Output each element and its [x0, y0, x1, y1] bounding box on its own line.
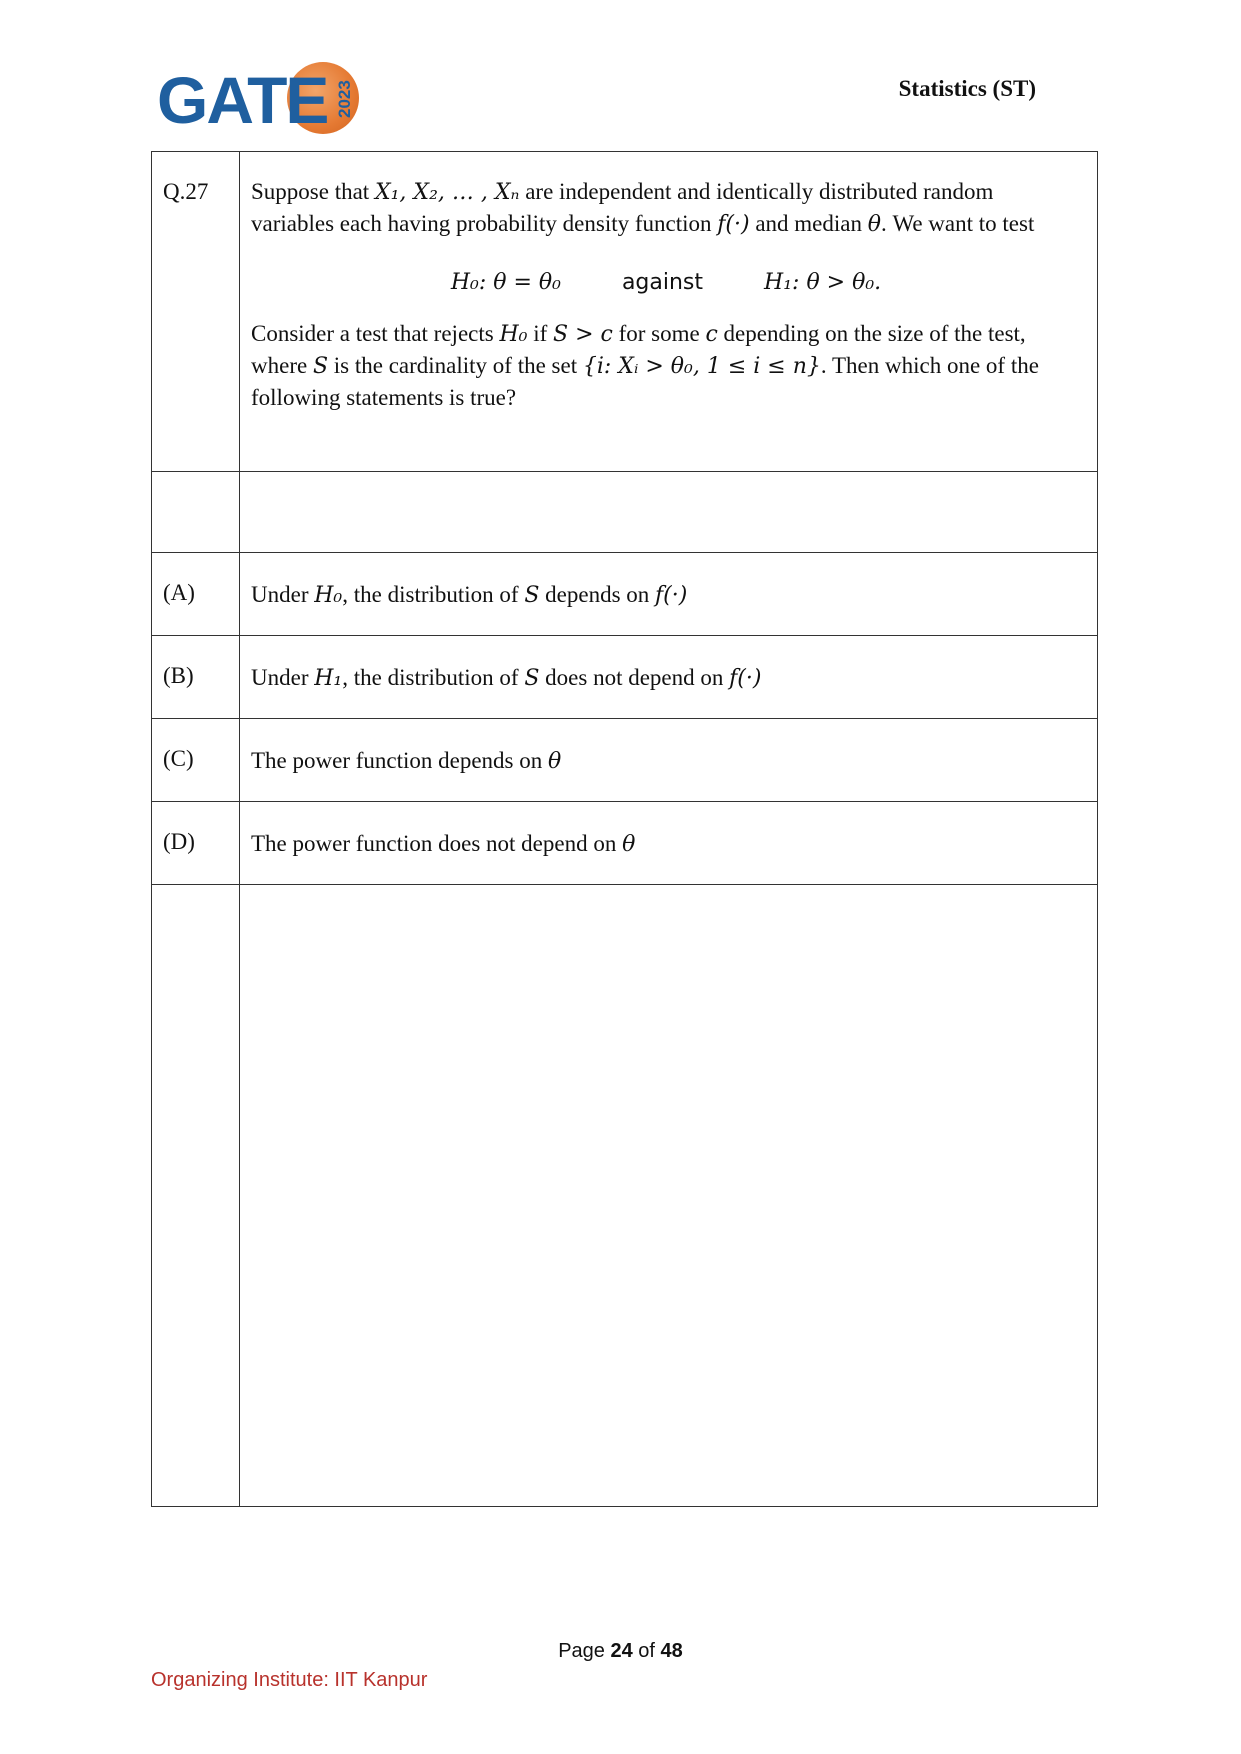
against-label: against: [621, 270, 704, 295]
page-number: Page 24 of 48: [558, 1640, 683, 1662]
option-row-d: [152, 802, 1098, 885]
option-text: The power function depends on θ: [240, 719, 1098, 802]
option-label: (C): [152, 719, 240, 802]
question-text: [240, 152, 1098, 472]
option-row-b: [152, 636, 1098, 719]
set-expression: {i: Xᵢ > θ₀, 1 ≤ i ≤ n}: [582, 354, 821, 379]
blank-row: [152, 472, 1098, 553]
hypotheses: [251, 266, 1081, 298]
pdf-symbol: f(·): [717, 212, 750, 237]
gate-logo: [157, 62, 357, 142]
question-intro: Suppose that X₁, X₂, … , Xₙ are independent and identically distributed random variables each having probability density function f(·) and median θ. We want to test: [251, 179, 1035, 237]
option-label: (A): [152, 553, 240, 636]
option-row-c: [152, 719, 1098, 802]
option-text: The power function does not depend on θ: [240, 802, 1098, 885]
alternative-hypothesis: H₁: θ > θ₀.: [764, 270, 882, 295]
question-row: [152, 152, 1098, 472]
question-number: Q.27: [152, 152, 240, 472]
option-label: (B): [152, 636, 240, 719]
question-body: Consider a test that rejects H₀ if S > c for some c depending on the size of the test, where S is the cardinality of the set {i: Xᵢ > θ₀, 1 ≤ i ≤ n}. Then which one of the following statements is true?: [251, 321, 1039, 410]
option-row-a: [152, 553, 1098, 636]
logo-year: 2023: [335, 80, 354, 118]
logo-text: GATE: [157, 63, 328, 137]
empty-answer-row: [152, 885, 1098, 1507]
question-table: [151, 151, 1098, 1507]
option-text: Under H₀, the distribution of S depends on f(·): [240, 553, 1098, 636]
null-hypothesis: H₀: θ = θ₀: [450, 270, 561, 295]
subject-title: Statistics (ST): [898, 76, 1036, 101]
option-label: (D): [152, 802, 240, 885]
option-text: Under H₁, the distribution of S does not depend on f(·): [240, 636, 1098, 719]
median-symbol: θ: [867, 212, 881, 237]
random-variables: X₁, X₂, … , Xₙ: [374, 180, 520, 205]
organizing-institute: Organizing Institute: IIT Kanpur: [151, 1669, 428, 1691]
